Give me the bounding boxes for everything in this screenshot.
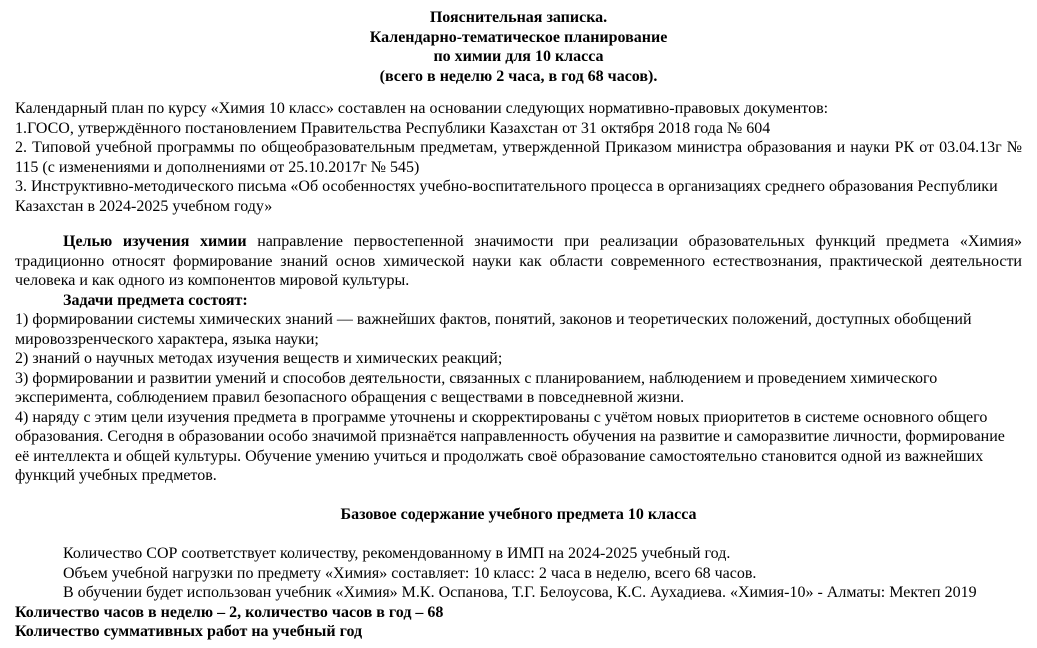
normative-documents-block	[15, 99, 1022, 216]
goal-lead-bold: Целью изучения химии	[63, 233, 247, 250]
goal-text: направление первостепенной значимости при реализации образовательных функций предмета «Химия» традиционно относят формирование знаний основ химической науки как области современного естествознания, практической деятельности человека и как одного из компонентов мировой культуры.	[15, 233, 1023, 289]
section-line-load: Объем учебной нагрузки по предмету «Химия» составляет: 10 класс: 2 часа в неделю, всего 68 часов.	[63, 564, 757, 582]
section-content-block	[15, 544, 1022, 642]
task-item-2: 2) знаний о научных методах изучения веществ и химических реакций;	[15, 350, 503, 367]
intro-lead: Календарный план по курсу «Химия 10 класс» составлен на основании следующих нормативно-правовых документов:	[15, 100, 829, 117]
title-line-3: по химии для 10 класса	[433, 48, 604, 65]
task-item-4: 4) наряду с этим цели изучения предмета в программе уточнены и скорректированы с учётом новых приоритетов в системе основного общего образования. Сегодня в образовании особо значимой признаётся направленность обучения на развитие и саморазвитие личности, формирование её интеллекта и общей культуры. Обучение умению учиться и продолжать своё образование самостоятельно становится одной из важнейших функций учебных предметов.	[15, 408, 1005, 484]
document-title	[15, 8, 1022, 86]
section-line-textbook: В обучении будет использован учебник «Химия» М.К. Оспанова, Т.Г. Белоусова, К.С. Аухадиева. «Химия-10» - Алматы: Мектеп 2019	[63, 584, 977, 601]
section-heading: Базовое содержание учебного предмета 10 класса	[340, 506, 697, 523]
normative-item-2: 2. Типовой учебной программы по общеобразовательным предметам, утвержденной Приказом министра образования и науки РК от 03.04.13г № 115 (с изменениями и дополнениями от 25.10.2017г № 545)	[15, 139, 1022, 176]
section-line-sor: Количество СОР соответствует количеству, рекомендованному в ИМП на 2024-2025 учебный год.	[63, 545, 731, 562]
normative-item-3: 3. Инструктивно-методического письма «Об особенностях учебно-воспитательного процесса в организациях среднего образования Республики Казахстан в 2024-2025 учебном году»	[15, 178, 998, 215]
tasks-block	[15, 291, 1022, 486]
goal-paragraph	[15, 232, 1022, 291]
task-item-3: 3) формировании и развитии умений и способов деятельности, связанных с планированием, наблюдением и проведением химического эксперимента, соблюдением правил безопасного обращения с веществами в повседневной жизни.	[15, 369, 938, 406]
title-line-2: Календарно-тематическое планирование	[369, 28, 668, 46]
summative-works-heading: Количество суммативных работ на учебный год	[15, 623, 363, 640]
normative-item-1: 1.ГОСО, утверждённого постановлением Правительства Республики Казахстан от 31 октября 2018 года № 604	[15, 119, 771, 137]
title-line-4: (всего в неделю 2 часа, в год 68 часов).	[379, 67, 658, 85]
title-line-1: Пояснительная записка.	[429, 9, 608, 26]
hours-summary-line: Количество часов в неделю – 2, количество часов в год – 68	[15, 603, 444, 621]
task-item-1: 1) формировании системы химических знаний — важнейших фактов, понятий, законов и теоретических положений, доступных обобщений мировоззренческого характера, языка науки;	[15, 311, 972, 348]
tasks-heading: Задачи предмета состоят:	[63, 291, 248, 309]
